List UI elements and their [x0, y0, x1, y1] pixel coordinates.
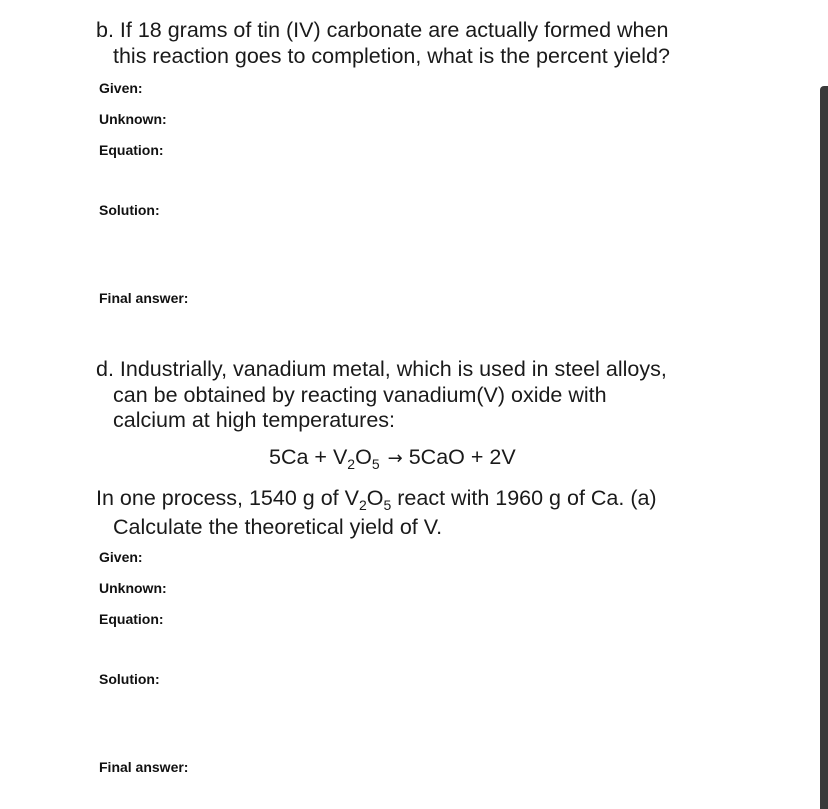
- process-statement: [96, 484, 657, 542]
- final-answer-label-b: Final answer:: [99, 290, 189, 306]
- process-subscript-5: 5: [383, 497, 392, 513]
- unknown-label-d: Unknown:: [99, 580, 167, 596]
- reaction-products: 5CaO + 2V: [408, 445, 516, 469]
- question-d-line-2: can be obtained by reacting vanadium(V) oxide with: [113, 382, 607, 407]
- reaction-oxygen: O: [355, 445, 372, 469]
- equation-label-d: Equation:: [99, 611, 164, 627]
- question-b: [96, 18, 670, 69]
- reaction-subscript-2: 2: [347, 456, 356, 472]
- solution-label-d: Solution:: [99, 671, 160, 687]
- process-line-2: Calculate the theoretical yield of V.: [113, 515, 443, 539]
- question-d: [96, 357, 667, 434]
- reaction-reactants: 5Ca + V: [269, 445, 348, 469]
- question-b-line-2: this reaction goes to completion, what is the percent yield?: [113, 43, 670, 68]
- process-text-part-1: In one process, 1540 g of V: [96, 486, 359, 510]
- given-label-d: Given:: [99, 549, 143, 565]
- process-line-1: [96, 484, 657, 513]
- question-b-line-1: b. If 18 grams of tin (IV) carbonate are actually formed when: [96, 18, 669, 42]
- question-d-line-3: calcium at high temperatures:: [113, 408, 396, 432]
- process-text-oxygen: O: [366, 486, 384, 510]
- reaction-equation: [269, 444, 516, 472]
- final-answer-label-d: Final answer:: [99, 759, 189, 775]
- reaction-subscript-5: 5: [371, 456, 380, 472]
- solution-label-b: Solution:: [99, 202, 160, 218]
- unknown-label-b: Unknown:: [99, 111, 167, 127]
- equation-label-b: Equation:: [99, 142, 164, 158]
- process-subscript-2: 2: [358, 497, 367, 513]
- process-text-part-3: react with 1960 g of Ca. (a): [391, 486, 657, 510]
- given-label-b: Given:: [99, 80, 143, 96]
- vertical-scrollbar[interactable]: [820, 86, 828, 809]
- reaction-arrow-icon: →: [387, 448, 403, 469]
- question-d-line-1: d. Industrially, vanadium metal, which is used in steel alloys,: [96, 357, 667, 381]
